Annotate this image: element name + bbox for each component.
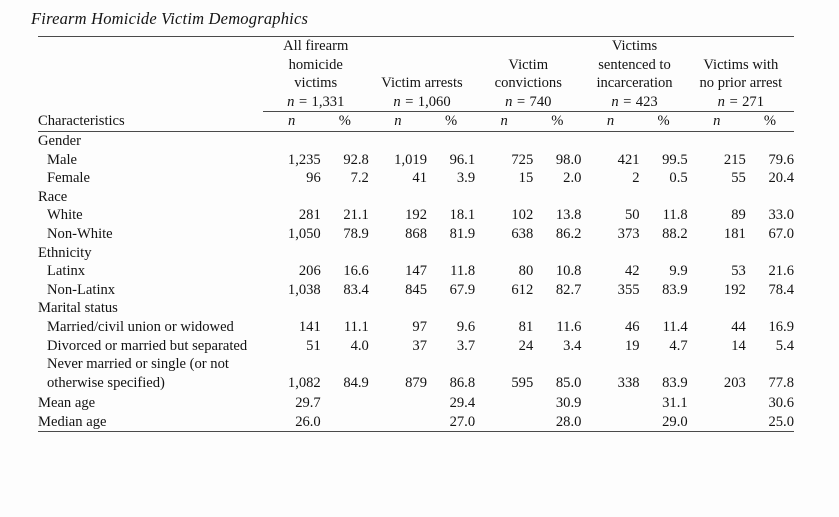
subheader-pct-4: % — [657, 113, 670, 130]
cell-pct: 11.8 — [662, 207, 688, 224]
cell-pct: 84.9 — [343, 374, 369, 391]
table-section-row — [38, 299, 794, 318]
cell-pct: 16.9 — [768, 318, 794, 335]
cell-pct: 11.6 — [556, 318, 582, 335]
row-label: Female — [47, 170, 90, 187]
group-line-2 — [369, 56, 475, 75]
cell-pct: 29.4 — [449, 395, 476, 412]
cell-pct: 98.0 — [555, 151, 582, 168]
cell-pct: 67.9 — [449, 281, 476, 298]
table-row — [38, 206, 794, 225]
cell-pct: 11.8 — [450, 263, 476, 280]
group-n-value: 1,060 — [417, 93, 451, 110]
group-n-line — [688, 93, 794, 112]
cell-n: 421 — [617, 151, 640, 168]
group-header-victims-sentenced-to-incarceration — [581, 37, 687, 112]
row-label: Non-Latinx — [47, 281, 116, 298]
subheader-n-4: n — [606, 113, 615, 130]
group-n-line — [581, 93, 687, 112]
cell-n: 147 — [405, 263, 427, 280]
group-n-line — [369, 93, 475, 112]
cell-n — [688, 413, 746, 432]
cell-pct: 86.8 — [449, 374, 476, 391]
cell-n: 14 — [731, 337, 746, 354]
cell-n: 15 — [518, 170, 534, 187]
subheader-n-3: n — [500, 113, 508, 130]
cell-n: 845 — [405, 281, 427, 298]
cell-n: 1,019 — [394, 151, 427, 168]
cell-n: 89 — [731, 207, 746, 224]
cell-pct: 25.0 — [768, 413, 794, 430]
cell-n: 44 — [731, 318, 746, 335]
row-label: Latinx — [47, 263, 86, 280]
table-row — [38, 355, 794, 392]
subheader-n-2: n — [394, 113, 402, 130]
cell-n: 51 — [306, 337, 321, 354]
cell-n: 1,235 — [287, 151, 321, 168]
section-label: Gender — [38, 132, 81, 149]
row-label: Married/civil union or widowed — [47, 318, 234, 335]
section-empty-cells — [263, 299, 794, 318]
group-line-2: sentenced to — [598, 56, 671, 73]
cell-pct: 11.1 — [343, 318, 369, 335]
cell-n: 19 — [624, 337, 640, 354]
cell-pct: 83.9 — [662, 374, 688, 391]
cell-n: 141 — [298, 318, 321, 335]
subheader-pct-3: % — [551, 113, 564, 130]
group-line-1 — [688, 37, 794, 56]
cell-pct: 4.0 — [350, 337, 369, 354]
cell-n: 725 — [511, 151, 534, 168]
table-row — [38, 262, 794, 281]
subheader-pct-5: % — [763, 113, 776, 130]
cell-pct: 31.1 — [662, 395, 688, 412]
section-label: Marital status — [38, 300, 118, 317]
cell-pct: 13.8 — [555, 207, 582, 224]
cell-n: 612 — [511, 281, 534, 298]
cell-pct: 4.7 — [669, 337, 688, 354]
cell-n — [688, 394, 746, 413]
group-n-line — [263, 93, 369, 112]
table-row — [38, 169, 794, 188]
cell-n: 2 — [632, 170, 640, 187]
subheader-n-5: n — [713, 113, 721, 130]
cell-n: 97 — [412, 318, 427, 335]
cell-n: 373 — [617, 225, 640, 242]
cell-n — [581, 394, 639, 413]
group-n-label: n = — [611, 93, 633, 110]
cell-pct: 11.4 — [662, 318, 688, 335]
cell-n: 42 — [624, 263, 640, 280]
cell-pct: 29.0 — [662, 413, 688, 430]
group-line-1 — [475, 37, 581, 56]
table-section-row — [38, 244, 794, 263]
cell-n: 355 — [617, 281, 640, 298]
cell-pct: 10.8 — [555, 263, 582, 280]
cell-n — [581, 413, 639, 432]
cell-pct: 16.6 — [343, 263, 369, 280]
cell-n: 868 — [405, 225, 427, 242]
group-line-3: incarceration — [596, 75, 673, 92]
cell-n: 41 — [412, 170, 427, 187]
group-n-label: n = — [717, 93, 739, 110]
cell-n: 192 — [405, 207, 427, 224]
cell-n: 181 — [723, 225, 746, 242]
cell-pct: 27.0 — [449, 413, 476, 430]
group-line-2: Victim — [508, 56, 549, 73]
group-line-3: victims — [294, 75, 338, 92]
row-label: Non-White — [47, 225, 113, 242]
cell-pct: 20.4 — [768, 170, 794, 187]
cell-pct: 77.8 — [768, 374, 794, 391]
cell-pct: 85.0 — [555, 374, 582, 391]
cell-pct: 67.0 — [768, 225, 794, 242]
row-label: Mean age — [38, 395, 96, 412]
cell-pct: 83.9 — [662, 281, 688, 298]
subheader-pct-1: % — [338, 113, 351, 130]
group-header-row — [38, 37, 794, 112]
table-section-row — [38, 188, 794, 207]
cell-n — [475, 413, 533, 432]
group-header-victim-convictions — [475, 37, 581, 112]
group-n-line — [475, 93, 581, 112]
cell-pct: 82.7 — [555, 281, 582, 298]
cell-n: 29.7 — [295, 395, 321, 412]
cell-n: 37 — [412, 337, 427, 354]
cell-pct — [321, 413, 369, 432]
cell-pct: 86.2 — [555, 225, 582, 242]
cell-n: 24 — [518, 337, 534, 354]
cell-pct: 0.5 — [669, 170, 688, 187]
cell-n: 206 — [298, 263, 321, 280]
cell-pct: 28.0 — [555, 413, 582, 430]
cell-pct: 21.6 — [768, 263, 794, 280]
cell-pct: 99.5 — [662, 151, 688, 168]
cell-pct: 3.7 — [456, 337, 476, 354]
cell-pct: 2.0 — [563, 170, 582, 187]
table-title: Firearm Homicide Victim Demographics — [31, 9, 309, 28]
cell-pct: 9.6 — [456, 318, 476, 335]
row-label: Median age — [38, 413, 107, 430]
cell-n — [475, 394, 533, 413]
group-n-label: n = — [287, 93, 308, 110]
cell-n: 1,082 — [287, 374, 321, 391]
row-label: Never married or single (or not otherwise specified) — [47, 356, 229, 391]
table-bottom-rule — [38, 431, 794, 432]
cell-n: 595 — [511, 374, 534, 391]
section-empty-cells — [263, 131, 794, 150]
table-row — [38, 337, 794, 356]
cell-n: 53 — [731, 263, 746, 280]
section-empty-cells — [263, 188, 794, 207]
group-line-1 — [369, 37, 475, 56]
cell-pct: 79.6 — [768, 151, 794, 168]
table-row — [38, 318, 794, 337]
group-header-victim-arrests — [369, 37, 475, 112]
cell-pct: 18.1 — [449, 207, 476, 224]
group-line-1: Victims — [611, 38, 658, 54]
group-line-2: homicide — [288, 56, 343, 73]
group-line-3: Victim arrests — [381, 75, 463, 92]
table-stat-row — [38, 394, 794, 413]
cell-pct: 83.4 — [343, 281, 369, 298]
cell-n — [369, 413, 427, 432]
cell-n — [369, 394, 427, 413]
cell-n: 96 — [306, 170, 321, 187]
group-n-value: 740 — [529, 93, 552, 110]
cell-pct: 88.2 — [662, 225, 688, 242]
cell-n: 1,050 — [287, 225, 321, 242]
row-label: Male — [47, 151, 77, 168]
cell-pct — [321, 394, 369, 413]
section-label: Ethnicity — [38, 244, 92, 261]
cell-n: 80 — [518, 263, 534, 280]
cell-n: 338 — [617, 374, 640, 391]
cell-n: 26.0 — [295, 413, 321, 430]
cell-pct: 92.8 — [343, 151, 369, 168]
cell-n: 55 — [731, 170, 746, 187]
group-header-victims-with-no-prior-arrest — [688, 37, 794, 112]
cell-pct: 7.2 — [350, 170, 369, 187]
cell-pct: 33.0 — [768, 207, 794, 224]
table-row — [38, 225, 794, 244]
cell-n: 192 — [723, 281, 746, 298]
cell-pct: 78.4 — [768, 281, 794, 298]
cell-n: 879 — [405, 374, 427, 391]
cell-pct: 78.9 — [343, 225, 369, 242]
group-line-3: no prior arrest — [699, 75, 783, 92]
cell-pct: 3.4 — [563, 337, 582, 354]
table-section-row — [38, 131, 794, 150]
group-n-value: 423 — [635, 93, 658, 110]
subheader-n-1: n — [288, 113, 296, 130]
sub-header-row — [38, 112, 794, 131]
cell-n: 203 — [723, 374, 746, 391]
cell-n: 46 — [624, 318, 640, 335]
cell-pct: 21.1 — [343, 207, 369, 224]
cell-n: 1,038 — [287, 281, 321, 298]
section-empty-cells — [263, 244, 794, 263]
cell-n: 215 — [723, 151, 746, 168]
cell-n: 638 — [511, 225, 534, 242]
group-n-label: n = — [393, 93, 415, 110]
cell-pct: 9.9 — [669, 263, 688, 280]
table-stat-row — [38, 413, 794, 432]
cell-n: 81 — [518, 318, 534, 335]
cell-n: 102 — [511, 207, 534, 224]
group-n-label: n = — [505, 93, 526, 110]
subheader-pct-2: % — [444, 113, 458, 130]
table-body — [38, 131, 794, 431]
group-line-1: All firearm — [283, 38, 349, 54]
cell-pct: 81.9 — [449, 225, 476, 242]
group-n-value: 271 — [742, 93, 764, 110]
cell-n: 281 — [298, 207, 321, 224]
header-spacer — [38, 37, 263, 112]
cell-pct: 5.4 — [775, 337, 794, 354]
cell-pct: 96.1 — [449, 151, 476, 168]
cell-pct: 30.6 — [768, 395, 794, 412]
section-label: Race — [38, 188, 68, 205]
cell-pct: 3.9 — [456, 170, 476, 187]
demographics-table — [38, 36, 794, 432]
characteristics-header: Characteristics — [38, 113, 125, 130]
group-line-2: Victims with — [703, 56, 779, 73]
row-label: White — [47, 207, 83, 224]
table-row — [38, 281, 794, 300]
group-n-value: 1,331 — [311, 93, 345, 110]
cell-n: 50 — [624, 207, 640, 224]
table-row — [38, 151, 794, 170]
cell-pct: 30.9 — [555, 395, 582, 412]
row-label: Divorced or married but separated — [47, 337, 248, 354]
group-line-3: convictions — [494, 75, 562, 92]
group-header-all-firearm-homicide-victims — [263, 37, 369, 112]
